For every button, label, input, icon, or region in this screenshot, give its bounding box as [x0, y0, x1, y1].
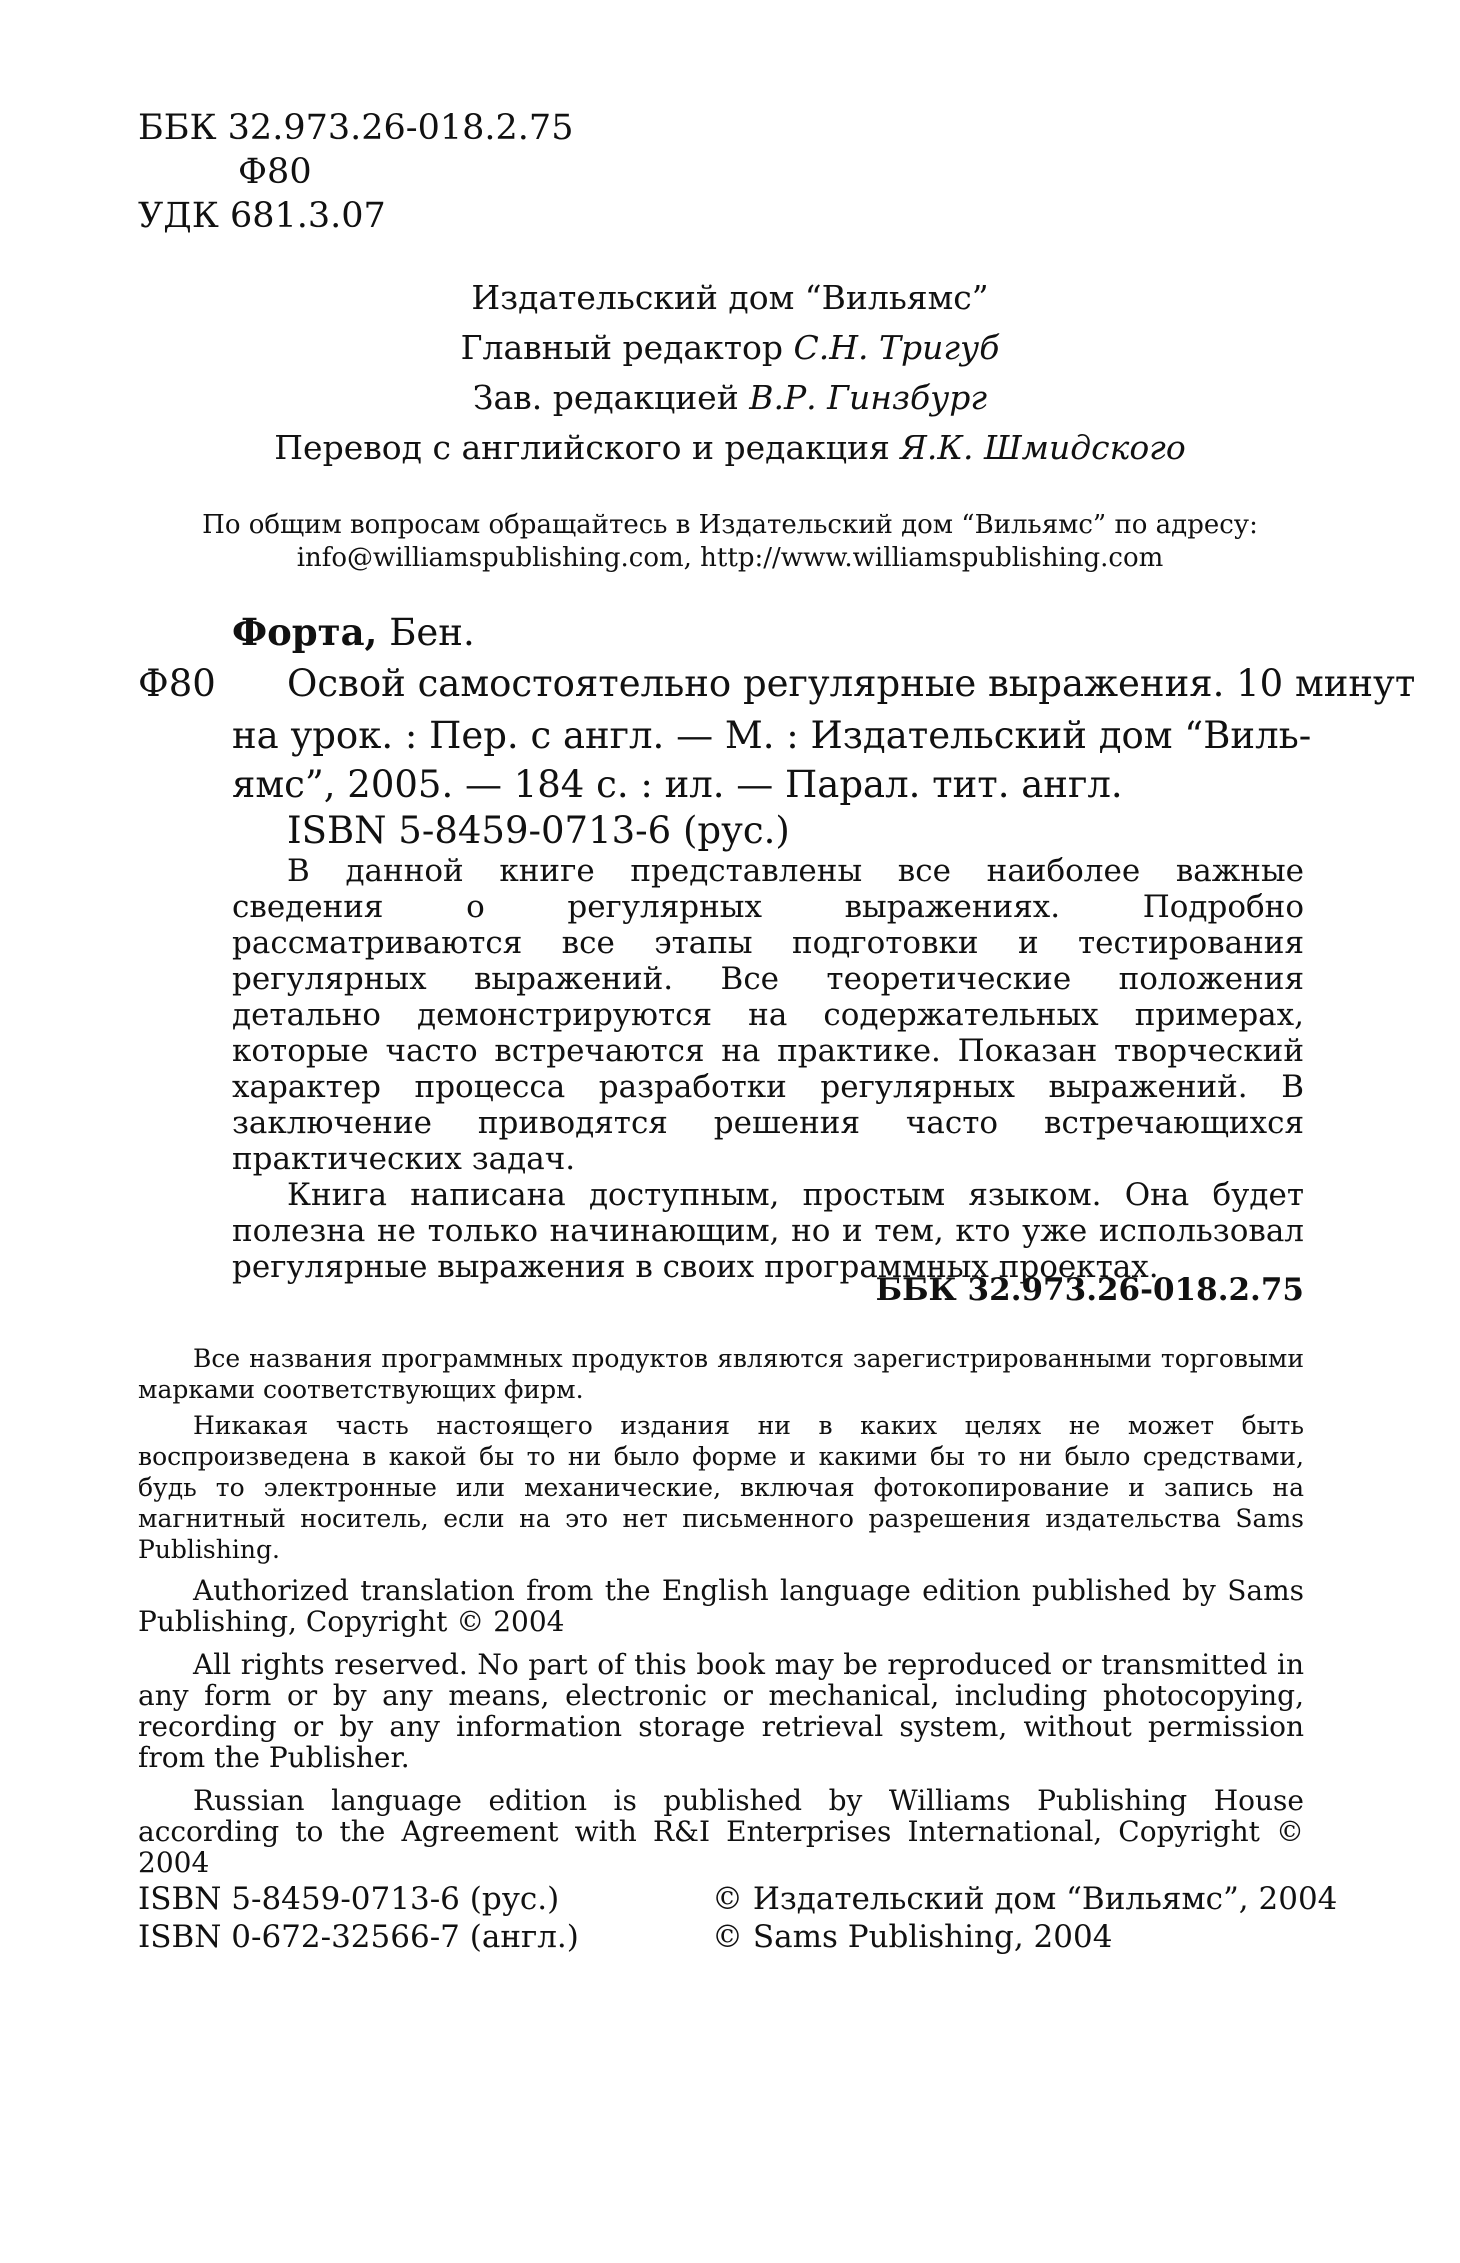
abstract-paragraph-1: В данной книге представлены все наиболее важные сведения о регулярных выражениях. Подробно рассматриваются все этапы подготовки и тестирования регулярных выражений. Все теоретические положения детально демонстрируются на содержательных примерах, которые часто встречаются на практике. Показан творческий характер процесса разработки регулярных выражений. В заключение приводятся решения часто встречающихся практических задач. — [232, 853, 1304, 1177]
bib-line-3: ямс”, 2005. — 184 с. : ил. — Парал. тит. англ. — [232, 763, 1123, 806]
bib-author — [232, 605, 475, 660]
contact-line-1: По общим вопросам обращайтесь в Издательский дом “Вильямс” по адресу: — [202, 510, 1258, 540]
copyright-williams: © Издательский дом “Вильямс”, 2004 — [712, 1881, 1338, 1917]
bib-author-first: Бен. — [377, 611, 475, 654]
bib-isbn: ISBN 5-8459-0713-6 (рус.) — [287, 809, 790, 852]
translation-credit — [0, 428, 1460, 467]
abstract — [232, 853, 1304, 1285]
chief-editor-credit — [0, 328, 1460, 367]
copying-notice: Никакая часть настоящего издания ни в каких целях не может быть воспроизведена в какой бы то ни было форме и какими бы то ни было средствами, будь то электронные или механические, включая фотокопирование и запись на магнитный носитель, если на это нет письменного разрешения издательства Sams Publishing. — [138, 1411, 1304, 1564]
abstract-bbk: ББК 32.973.26-018.2.75 — [875, 1272, 1304, 1308]
head-editor-credit — [0, 378, 1460, 417]
chief-editor-name: С.Н. Тригуб — [793, 328, 1000, 367]
chief-editor-label: Главный редактор — [460, 328, 783, 367]
authorized-translation: Authorized translation from the English language edition published by Sams Publishing, Copyright © 2004 — [138, 1574, 1304, 1638]
translator-name: Я.К. Шмидского — [900, 428, 1186, 467]
contact-line-2: info@williamspublishing.com, http://www.williamspublishing.com — [296, 543, 1164, 573]
copyright-sams: © Sams Publishing, 2004 — [712, 1919, 1113, 1955]
bib-line-2: на урок. : Пер. с англ. — М. : Издательский дом “Виль- — [232, 714, 1312, 757]
publisher-credit: Издательский дом “Вильямс” — [471, 278, 989, 317]
rights-reserved: All rights reserved. No part of this book may be reproduced or transmitted in any form or by any means, electronic or mechanical, including photocopying, recording or by any information storage retrieval system, without permission from the Publisher. — [138, 1648, 1304, 1774]
bbk-code: ББК 32.973.26-018.2.75 — [138, 108, 574, 148]
author-mark: Ф80 — [238, 152, 312, 192]
english-notices — [138, 1575, 1304, 1890]
translation-label: Перевод с английского и редакция — [274, 428, 890, 467]
legal-notice — [138, 1343, 1304, 1570]
bib-line-1: Освой самостоятельно регулярные выражения. 10 минут — [287, 662, 1416, 705]
isbn-russian: ISBN 5-8459-0713-6 (рус.) — [138, 1881, 560, 1917]
trademarks-notice: Все названия программных продуктов являются зарегистрированными торговыми марками соответствующих фирм. — [138, 1344, 1304, 1404]
udk-code: УДК 681.3.07 — [138, 196, 386, 236]
bib-mark: Ф80 — [138, 662, 216, 705]
bib-author-surname: Форта, — [232, 610, 378, 654]
head-editor-name: В.Р. Гинзбург — [749, 378, 988, 417]
russian-edition: Russian language edition is published by Williams Publishing House according to the Agreement with R&I Enterprises International, Copyright © 2004 — [138, 1784, 1304, 1879]
isbn-english: ISBN 0-672-32566-7 (англ.) — [138, 1919, 579, 1955]
head-editor-label: Зав. редакцией — [472, 378, 739, 417]
abstract-paragraph-2: Книга написана доступным, простым языком. Она будет полезна не только начинающим, но и тем, кто уже использовал регулярные выражения в своих программных проектах. — [232, 1177, 1304, 1285]
